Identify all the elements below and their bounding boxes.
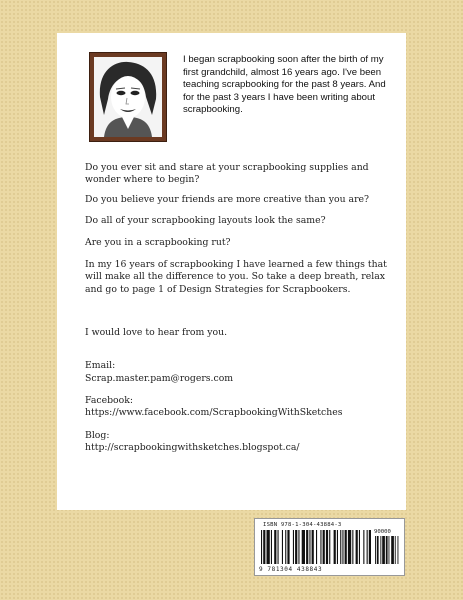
author-intro: I began scrapbooking soon after the birth of my first grandchild, almost 16 years ago. I've been teaching scrapbooking for the past 8 years. And for the past 3 years I have been writing about scrapbooking. xyxy=(183,54,386,116)
barcode-bar xyxy=(363,530,364,564)
facebook-url: https://www.facebook.com/ScrapbookingWithSketches xyxy=(85,407,343,418)
barcode-bar xyxy=(359,530,360,564)
barcode-bar xyxy=(345,530,347,564)
author-portrait-icon xyxy=(94,57,162,137)
email-address: Scrap.master.pam@rogers.com xyxy=(85,373,234,384)
addon-barcode-bar xyxy=(380,536,381,564)
experience-paragraph: In my 16 years of scrapbooking I have learned a few things that will make all the difference to you. So take a deep breath, relax and go to page 1 of Design Strategies for Scrapbookers. xyxy=(85,259,387,295)
isbn-number: ISBN 978-1-304-43884-3 xyxy=(263,522,342,528)
blog-label: Blog: xyxy=(85,430,110,441)
barcode-bar xyxy=(309,530,310,564)
barcode-bar xyxy=(356,530,358,564)
barcode-bar xyxy=(271,530,272,564)
barcode-bar xyxy=(348,530,351,564)
isbn-barcode xyxy=(254,518,405,576)
barcode-bar xyxy=(298,530,299,564)
question-paragraph-1: Do you ever sit and stare at your scrapbooking supplies and wonder where to begin? xyxy=(85,162,369,186)
addon-barcode-bar xyxy=(398,536,399,564)
contact-invite: I would love to hear from you. xyxy=(85,327,228,338)
addon-barcode-bar xyxy=(382,536,385,564)
author-photo xyxy=(89,52,167,142)
blog-url: http://scrapbookingwithsketches.blogspot.ca/ xyxy=(85,442,300,453)
barcode-bar xyxy=(316,530,317,564)
question-paragraph-2: Do you believe your friends are more creative than you are? xyxy=(85,194,370,205)
barcode-bar xyxy=(320,530,321,564)
addon-barcode-bar xyxy=(395,536,396,564)
barcode-bar xyxy=(340,530,341,564)
barcode-bar xyxy=(274,530,276,564)
addon-barcode-bar xyxy=(389,536,390,564)
barcode-bar xyxy=(285,530,286,564)
addon-barcode-bar xyxy=(391,536,394,564)
back-cover-page xyxy=(57,33,406,510)
addon-barcode-bar xyxy=(375,536,376,564)
barcode-bar xyxy=(337,530,338,564)
price-code: 90000 xyxy=(374,529,391,535)
barcode-bar xyxy=(352,530,353,564)
addon-barcode-bar xyxy=(386,536,388,564)
barcode-bar xyxy=(278,530,279,564)
barcode-bar xyxy=(369,530,371,564)
barcode-bar xyxy=(295,530,297,564)
barcode-bar xyxy=(293,530,294,564)
question-paragraph-4: Are you in a scrapbooking rut? xyxy=(85,237,231,248)
barcode-bar xyxy=(287,530,289,564)
facebook-label: Facebook: xyxy=(85,395,133,406)
barcode-bar xyxy=(306,530,308,564)
barcode-bar xyxy=(263,530,265,564)
barcode-bar xyxy=(326,530,328,564)
barcode-bar xyxy=(334,530,336,564)
barcode-bar xyxy=(267,530,270,564)
email-label: Email: xyxy=(85,360,116,371)
barcode-bar xyxy=(329,530,330,564)
barcode-bar xyxy=(302,530,305,564)
barcode-bar xyxy=(367,530,368,564)
barcode-bar xyxy=(312,530,314,564)
barcode-bars-icon xyxy=(261,530,399,566)
addon-barcode-bar xyxy=(377,536,379,564)
barcode-bar xyxy=(261,530,262,564)
barcode-bar xyxy=(342,530,343,564)
barcode-bar xyxy=(282,530,283,564)
barcode-digits: 9 781304 438843 xyxy=(259,566,323,573)
question-paragraph-3: Do all of your scrapbooking layouts look the same? xyxy=(85,215,326,226)
barcode-bar xyxy=(323,530,325,564)
